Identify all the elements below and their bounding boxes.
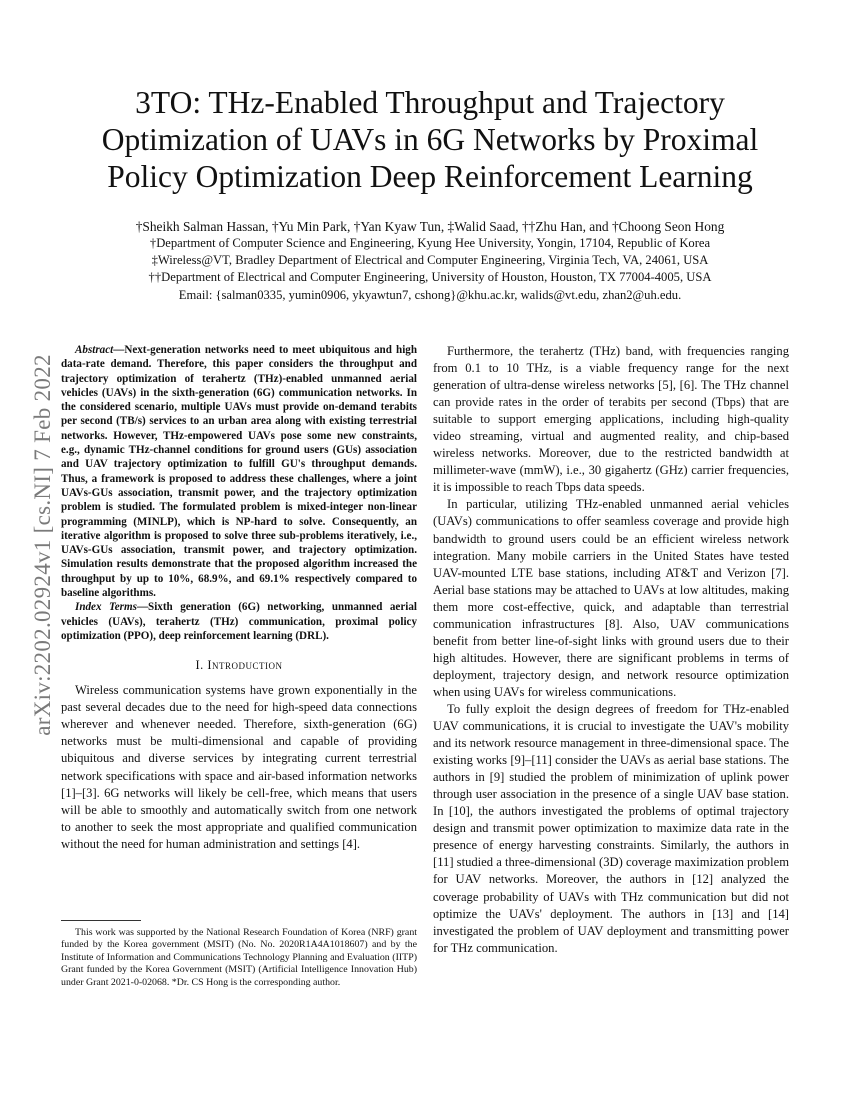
right-column: [433, 343, 789, 957]
affiliations: [60, 235, 800, 304]
section-number: I.: [195, 658, 208, 673]
arxiv-identifier: [28, 310, 58, 780]
right-paragraph-3: To fully exploit the design degrees of freedom for THz-enabled UAV communications, it is crucial to investigate the UAV's mobility and its network resource management in three-dimensional space. The existing works [9]–[11] consider the UAVs as aerial base stations. The authors in [9] studied the problem of minimization of uplink power through user association in the presence of a single UAV base station. In [10], the authors investigated the problems of optimal trajectory design and transmit power optimization to maximize data rate in the presence of energy harvesting constraints. Similarly, the authors in [11] studied a three-dimensional (3D) coverage maximization problem for UAV networks. Moreover, the authors in [12] analyzed the coverage probability of UAVs with THz communication but did not optimize the UAVs' deployment. The authors in [13] and [14] investigated the problem of UAV deployment and transmitting power for THz communication.: [433, 701, 789, 955]
title-line-2: Optimization of UAVs in 6G Networks by Proximal: [101, 122, 759, 157]
section-name: Introduction: [207, 658, 283, 673]
footnote: [61, 920, 417, 989]
affiliation-2: ‡Wireless@VT, Bradley Department of Electrical and Computer Engineering, Virginia Tech, VA, 24061, USA: [151, 253, 709, 268]
abstract: [61, 343, 417, 600]
section-heading-introduction: [61, 657, 417, 674]
right-paragraph-1: Furthermore, the terahertz (THz) band, with frequencies ranging from 0.1 to 10 THz, is a viable frequency range for the next generation of ultra-dense wireless networks [5], [6]. The THz channel can provide rates in the order of terabits per second (Tbps) that are suitable to support emerging applications, including high-quality video streaming, virtual and augmented reality, and chip-based wireless networks. Moreover, due to the restricted bandwidth at millimeter-wave (mmW), i.e., 30 gigahertz (GHz) carrier frequencies, it is impossible to reach Tbps data speeds.: [433, 344, 789, 495]
affiliation-3: ††Department of Electrical and Computer Engineering, University of Houston, Houston, TX 77004-4005, USA: [148, 270, 712, 285]
footnote-rule: [61, 920, 141, 921]
email-line: Email: {salman0335, yumin0906, ykyawtun7, cshong}@khu.ac.kr, walids@vt.edu, zhan2@uh.edu.: [178, 287, 682, 302]
paper-title: [50, 84, 810, 195]
intro-paragraph-1: Wireless communication systems have grown exponentially in the past several decades due to the need for high-speed data connections wherever and whenever needed. Therefore, sixth-generation (6G) networks must be multi-dimensional and capable of providing ubiquitous and diverse services by integrating current terrestrial network specifications with space and air-based information networks [1]–[3]. 6G networks will likely be cell-free, which means that users will be able to smoothly and automatically switch from one network to another to seek the most appropriate and qualified communication without the need for human administration and settings [4].: [61, 683, 417, 851]
footnote-text: This work was supported by the National Research Foundation of Korea (NRF) grant funded by the Korea government (MSIT) (No. No. 2020R1A4A1018607) and by the Institute of Information and Communications Technology Planning and Evaluation (IITP) Grant funded by the Korea Government (MSIT) (Artificial Intelligence Innovation Hub) under Grant 2021-0-02068. *Dr. CS Hong is the corresponding author.: [61, 927, 417, 988]
right-paragraph-2: In particular, utilizing THz-enabled unmanned aerial vehicles (UAVs) communications to offer seamless coverage and provide high bandwidth to ground users could be an efficient wireless network integration. Many mobile carriers in the United States have tested UAV-mounted LTE base stations, including AT&T and Verizon [7]. Aerial base stations may be attached to UAVs at low altitudes, making them more cost-effective, quick, and adaptable than terrestrial communication infrastructures [8]. Also, UAV communications benefit from better line-of-sight links with ground users due to their high altitudes. However, there are significant problems in terms of deployment, trajectory design, and network resource optimization when using UAVs for wireless communications.: [433, 497, 789, 699]
arxiv-identifier-text: arXiv:2202.02924v1 [cs.NI] 7 Feb 2022: [30, 354, 55, 736]
index-terms-text: —Sixth generation (6G) networking, unmanned aerial vehicles (UAVs), terahertz (THz) communication, proximal policy optimization (PPO), deep reinforcement learning (DRL).: [61, 601, 417, 642]
author-list: †Sheikh Salman Hassan, †Yu Min Park, †Yan Kyaw Tun, ‡Walid Saad, ††Zhu Han, and †Choong Seon Hong: [135, 219, 725, 234]
index-terms-lead: Index Terms: [75, 601, 137, 614]
abstract-text: —Next-generation networks need to meet ubiquitous and high data-rate demand. Therefore, this paper considers the throughput and trajectory optimization of terahertz (THz)-enabled unmanned aerial vehicles (UAVs) in the sixth-generation (6G) communication networks. In the considered scenario, multiple UAVs must provide on-demand terabits per second (TB/s) services to an urban area along with existing terrestrial networks. However, THz-empowered UAVs pose some new constraints, e.g., dynamic THz-channel conditions for ground users (GUs) association and UAV trajectory optimization to fulfill GU's throughput demands. Thus, a framework is proposed to address these challenges, where a joint UAVs-GUs association, transmit power, and the trajectory optimization problem is studied. The formulated problem is mixed-integer non-linear programming (MINLP), which is NP-hard to solve. Consequently, an iterative algorithm is proposed to solve three sub-problems iteratively, i.e., UAVs-GUs association, transmit power, and trajectory optimization. Simulation results demonstrate that the proposed algorithm increased the throughput by up to 10%, 68.9%, and 69.1% respectively compared to baseline algorithms.: [61, 344, 417, 600]
affiliation-1: †Department of Computer Science and Engineering, Kyung Hee University, Yongin, 17104, Republic of Korea: [149, 236, 711, 250]
index-terms: [61, 600, 417, 643]
title-line-3: Policy Optimization Deep Reinforcement Learning: [107, 159, 753, 194]
title-line-1: 3TO: THz-Enabled Throughput and Trajectory: [135, 85, 725, 120]
abstract-lead: Abstract: [75, 344, 114, 356]
left-column: [61, 343, 417, 853]
